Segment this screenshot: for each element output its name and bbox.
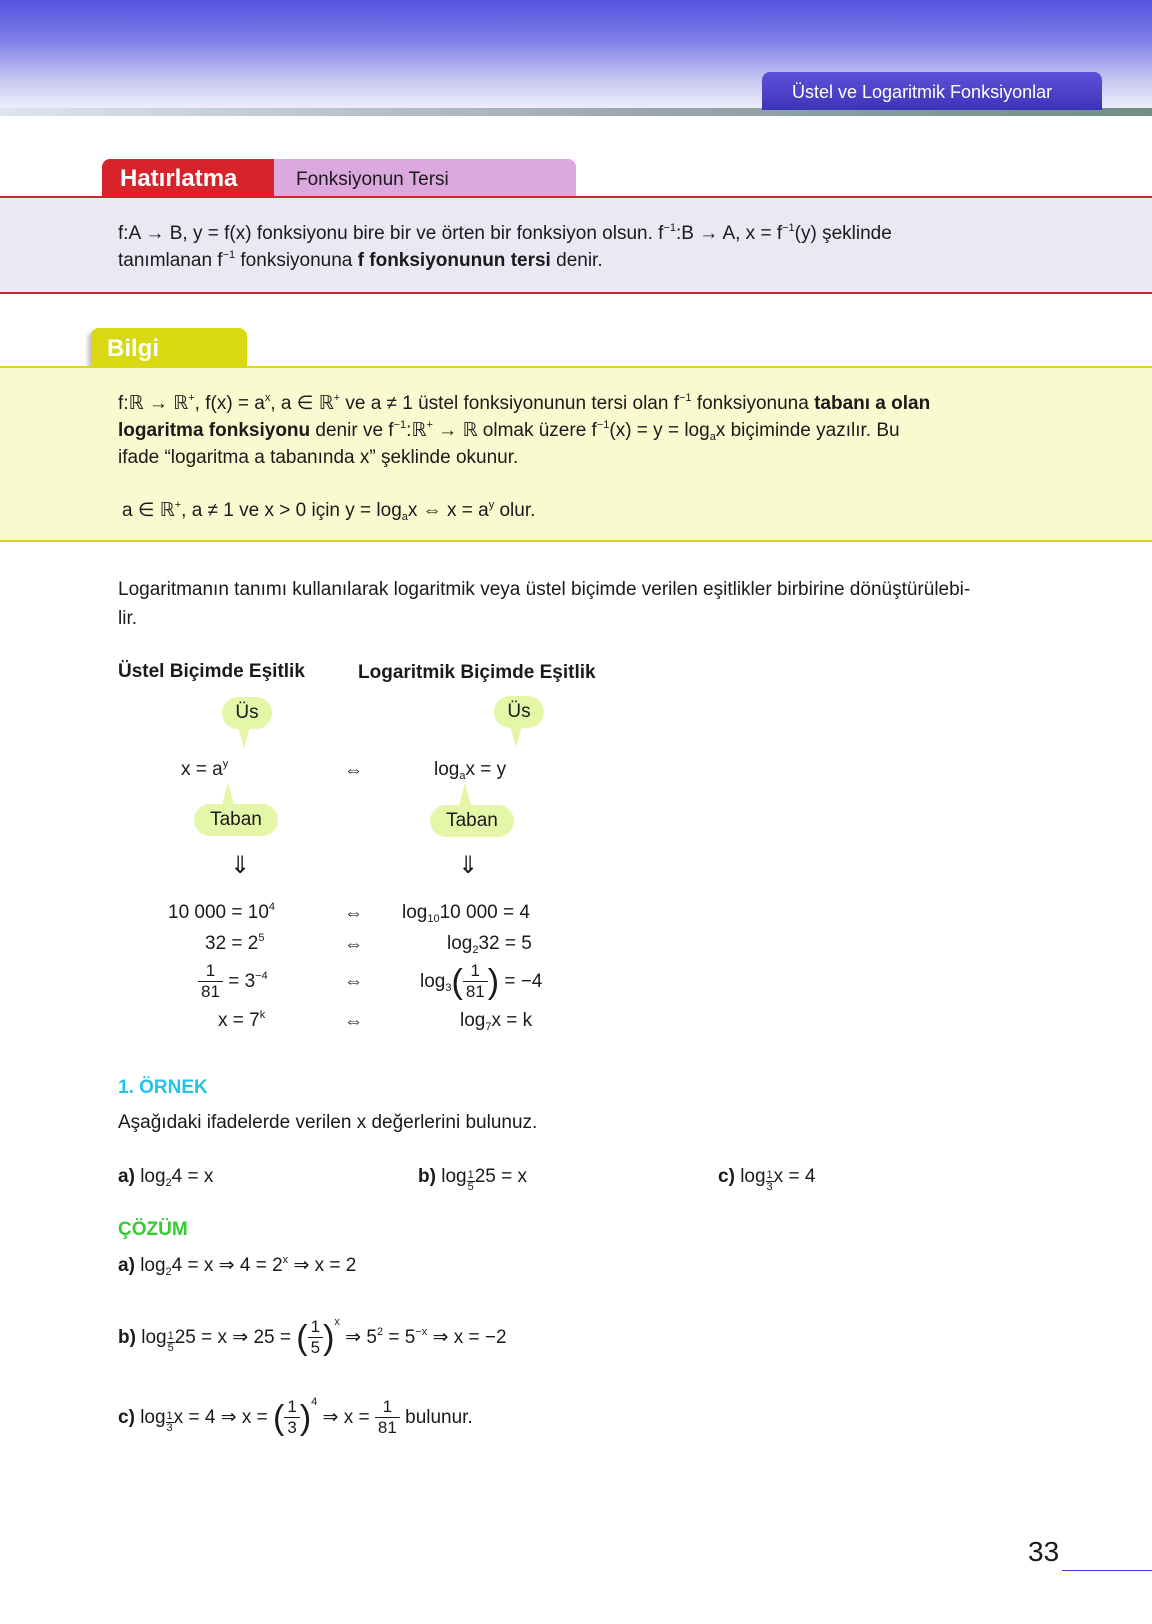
exponent-pointer-right [510, 726, 522, 748]
example-row-2-logarithmic: $\log_232 = 5$ [447, 933, 532, 956]
hatirlatma-tag-label: Hatırlatma [120, 165, 238, 192]
col-heading-logarithmic: Logaritmik Biçimde Eşitlik [358, 662, 596, 683]
bilgi-para-3: ifade “logaritma a tabanında x” şeklinde okunur. [118, 447, 519, 468]
example-row-2-iff: ⇔ [344, 934, 363, 955]
implies-arrow-left: ⇓ [230, 852, 251, 879]
exponent-bubble-left: Üs [222, 697, 272, 729]
question-c: c) log $\frac{1}{3}$ x = 4 [718, 1166, 816, 1193]
example-row-2-exponential: $32 = 2^5$ [205, 932, 265, 954]
example-row-3-logarithmic: $\log_3$( $\frac{1}{81}$ ) = −4 [420, 961, 543, 1002]
hatirlatma-tag [102, 159, 274, 198]
bilgi-para-4: a ∈ ℝ+, a ≠ 1 ve x > 0 için $y = \log_ax$ ⇔ $x = a^y$ olur. [122, 499, 536, 523]
chapter-tab [762, 72, 1102, 110]
solution-b: b) log $\frac{1}{5}$ 25 = x ⇒ 25 = ( $\frac{1}{5}$ )$^x$ ⇒ $5^2 = 5^{-x}$ ⇒ x = −2 [118, 1316, 507, 1358]
hatirlatma-line-1: f:A → B, y = f(x) fonksiyonu bire bir ve örten bir fonksiyon olsun. $f^{-1}:B \to A$, $x = f^{-1}(y)$ şeklinde [118, 222, 892, 244]
example-row-1-exponential: 10 $000 = 10^4$ [168, 901, 276, 923]
intro-line-2: lir. [118, 608, 137, 629]
page-number: 33 [1028, 1536, 1060, 1567]
question-a: a) $\log_24 = x$ [118, 1166, 214, 1189]
example-question: Aşağıdaki ifadelerde verilen x değerlerini bulunuz. [118, 1112, 538, 1133]
exponent-pointer-left [238, 727, 250, 749]
hatirlatma-subtitle-tab [270, 159, 576, 198]
definition-logarithmic: $\log_ax = y$ [434, 759, 507, 782]
example-row-3-exponential: $\frac{1}{81}$ = $3^{-4}$ [198, 960, 268, 1004]
page-number-rule [1062, 1570, 1152, 1571]
bilgi-tag-label: Bilgi [107, 335, 159, 362]
solution-c: c) log $\frac{1}{3}$ x = 4 ⇒ x = ( $\frac{1}{3}$ )$^4$ ⇒ x = $\frac{1}{81}$ bulunur. [118, 1396, 473, 1438]
example-title: 1. ÖRNEK [118, 1077, 208, 1098]
question-b: b) log $\frac{1}{5}$ 25 = x [418, 1166, 527, 1193]
chapter-title: Üstel ve Logaritmik Fonksiyonlar [792, 82, 1053, 102]
base-bubble-left: Taban [194, 804, 278, 836]
definition-iff: ⇔ [344, 760, 363, 781]
base-pointer-right [459, 783, 471, 805]
col-heading-exponential: Üstel Biçimde Eşitlik [118, 661, 305, 682]
example-row-1-iff: ⇔ [344, 903, 363, 924]
example-row-3-iff: ⇔ [344, 971, 363, 992]
bilgi-para-1: f:ℝ → ℝ+, $f(x) = a^x$, a ∈ ℝ+ ve a ≠ 1 üstel fonksiyonunun tersi olan $f^{-1}$ fonksiyonuna tabanı a olan [118, 392, 931, 414]
base-bubble-right: Taban [430, 805, 514, 837]
exponent-bubble-right: Üs [494, 696, 544, 728]
bilgi-tag [91, 328, 247, 368]
example-row-4-exponential: $x = 7^k$ [218, 1009, 266, 1031]
example-row-1-logarithmic: $\log_{10}10$ 000 = 4 [402, 902, 530, 925]
example-row-4-iff: ⇔ [344, 1011, 363, 1032]
solution-title: ÇÖZÜM [118, 1219, 188, 1240]
implies-arrow-right: ⇓ [458, 852, 479, 879]
hatirlatma-line-2: tanımlanan $f^{-1}$ fonksiyonuna f fonksiyonunun tersi denir. [118, 249, 603, 271]
base-pointer-left [222, 782, 234, 804]
solution-a: a) $\log_24 = x$ ⇒ $4 = 2^x$ ⇒ x = 2 [118, 1254, 357, 1278]
intro-line-1: Logaritmanın tanımı kullanılarak logaritmik veya üstel biçimde verilen eşitlikler birbirine dönüştürülebi- [118, 579, 971, 600]
bilgi-para-2: logaritma fonksiyonu denir ve $f^{-1}:ℝ^+$ → ℝ olmak üzere $f^{-1}(x) = y = \log_ax$ biçiminde yazılır. Bu [118, 419, 900, 443]
hatirlatma-subtitle: Fonksiyonun Tersi [296, 169, 449, 190]
definition-exponential: $x = a^y$ [181, 758, 229, 780]
example-row-4-logarithmic: $\log_7x = k$ [460, 1010, 533, 1033]
